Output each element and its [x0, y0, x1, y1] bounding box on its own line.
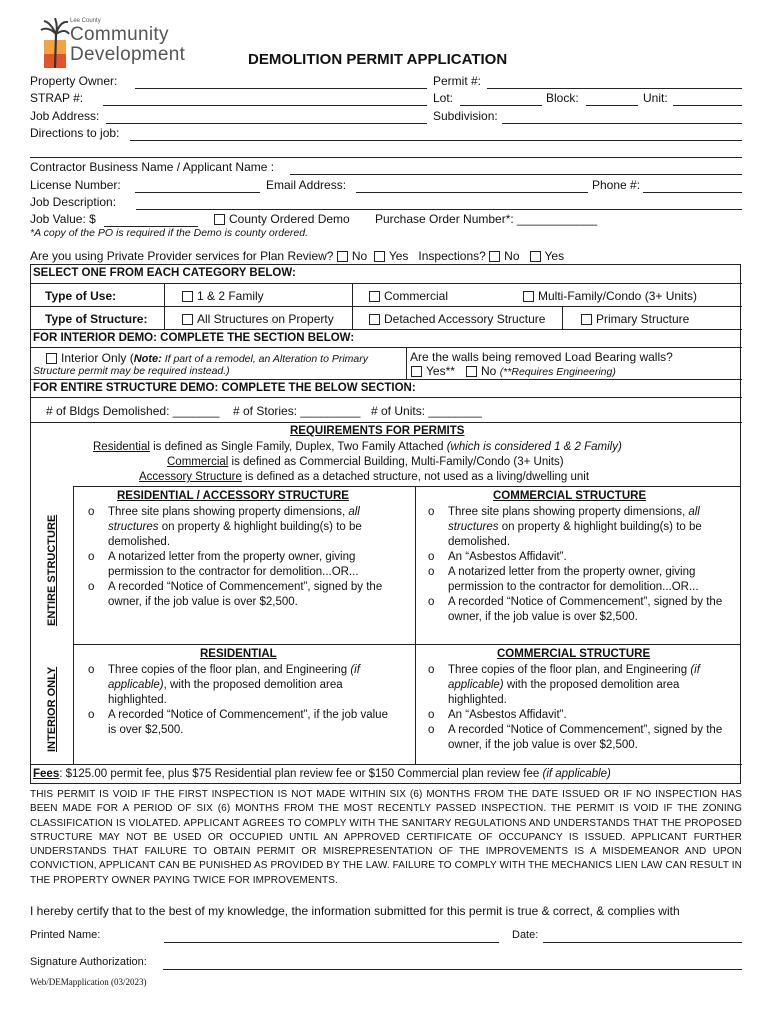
bullet: o: [88, 581, 95, 593]
divider: [30, 306, 742, 307]
list-item: [88, 580, 410, 610]
job-description-label: Job Description:: [30, 195, 117, 209]
option-label: All Structures on Property: [197, 312, 334, 326]
bullet: o: [428, 551, 435, 563]
engineering-note: (**Requires Engineering): [499, 366, 616, 378]
commercial-structure-heading: COMMERCIAL STRUCTURE: [493, 490, 647, 502]
logo: [38, 14, 188, 74]
page-title: DEMOLITION PERMIT APPLICATION: [248, 51, 508, 68]
checkbox-icon: [523, 291, 534, 302]
yes-label: Yes**: [426, 364, 455, 378]
private-provider-question: Are you using Private Provider services for Plan Review?: [30, 249, 334, 263]
contractor-label: Contractor Business Name / Applicant Name :: [30, 160, 275, 174]
item-text: Three copies of the floor plan, and Engineering: [448, 664, 691, 676]
printed-name-field[interactable]: [164, 942, 499, 943]
term: Commercial: [167, 456, 229, 468]
checkbox-icon: [489, 251, 500, 262]
commercial-definition: [167, 455, 564, 470]
fees-note: (if applicable): [542, 768, 611, 780]
residential-heading: RESIDENTIAL: [200, 648, 277, 660]
note-text: If part of a remodel, an Alteration to Primary: [161, 353, 368, 365]
item-text: A recorded “Notice of Commencement”, signed by the owner, if the job value is over $2,500.: [108, 581, 383, 609]
unit-field[interactable]: [673, 105, 742, 106]
list-item: [428, 723, 734, 753]
interior-only-side-label: INTERIOR ONLY: [46, 666, 58, 752]
bullet: o: [88, 709, 95, 721]
divider: [30, 764, 742, 765]
divider: [352, 283, 353, 306]
subdivision-label: Subdivision:: [433, 109, 498, 123]
option-label: Primary Structure: [596, 312, 690, 326]
item-text: , with the proposed demolition area highlighted.: [108, 679, 343, 707]
block-field[interactable]: [586, 105, 638, 106]
job-value-label: Job Value: $: [30, 212, 96, 226]
unit-label: Unit:: [643, 91, 668, 105]
entire-structure-side-label: ENTIRE STRUCTURE: [46, 514, 58, 626]
load-bearing-no-checkbox[interactable]: [466, 364, 616, 378]
county-ordered-checkbox[interactable]: [214, 212, 350, 226]
interior-only-label: Interior Only (: [61, 351, 134, 365]
divider: [73, 644, 741, 645]
divider: [73, 486, 741, 487]
job-address-label: Job Address:: [30, 109, 100, 123]
checkbox-icon: [337, 251, 348, 262]
lot-field[interactable]: [460, 105, 542, 106]
signature-field[interactable]: [163, 969, 742, 970]
email-label: Email Address:: [266, 178, 347, 192]
logo-small-text: Lee County: [70, 18, 101, 24]
units-field[interactable]: # of Units: ________: [371, 404, 482, 418]
structure-all-checkbox[interactable]: [182, 312, 334, 326]
plan-review-no-checkbox[interactable]: [337, 249, 367, 263]
contractor-field[interactable]: [290, 174, 742, 175]
plan-review-yes-checkbox[interactable]: [374, 249, 409, 263]
checkbox-icon: [214, 214, 225, 225]
list-item: [88, 550, 410, 580]
interior-heading: FOR INTERIOR DEMO: COMPLETE THE SECTION BELOW:: [33, 332, 355, 344]
job-address-field[interactable]: [106, 123, 427, 124]
list-item: [428, 550, 736, 565]
use-1-2-family-checkbox[interactable]: [182, 289, 264, 303]
load-bearing-question: Are the walls being removed Load Bearing walls?: [410, 350, 673, 364]
strap-label: STRAP #:: [30, 91, 84, 105]
bullet: o: [428, 664, 435, 676]
divider: [352, 306, 353, 329]
list-item: [428, 708, 734, 723]
footer-code: Web/DEMapplication (03/2023): [30, 977, 147, 987]
yes-label: Yes: [388, 249, 409, 263]
load-bearing-yes-checkbox[interactable]: [411, 364, 455, 378]
checkbox-icon: [369, 291, 380, 302]
definition-note: (which is considered 1 & 2 Family): [446, 441, 622, 453]
residential-definition: [93, 440, 622, 455]
requirements-heading: REQUIREMENTS FOR PERMITS: [290, 425, 465, 437]
interior-note-line2: Structure permit may be required instead.): [33, 365, 230, 377]
divider: [406, 347, 407, 379]
divider: [73, 486, 74, 764]
date-label: Date:: [512, 929, 539, 941]
bullet: o: [428, 709, 435, 721]
certify-text: I hereby certify that to the best of my knowledge, the information submitted for this permit is true & correct, & complies with: [30, 904, 680, 918]
option-label: Detached Accessory Structure: [384, 312, 546, 326]
divider: [562, 306, 563, 329]
type-of-use-label: Type of Use:: [45, 289, 117, 303]
signature-label: Signature Authorization:: [30, 956, 147, 968]
license-field[interactable]: [135, 192, 260, 193]
list-item: [428, 595, 736, 625]
bullet: o: [88, 506, 95, 518]
permit-field[interactable]: [487, 88, 742, 89]
item-text: A recorded “Notice of Commencement”, signed by the owner, if the job value is over $2,500.: [448, 724, 723, 752]
phone-label: Phone #:: [592, 178, 641, 192]
item-emphasis: all structures: [108, 506, 360, 534]
license-label: License Number:: [30, 178, 121, 192]
divider: [30, 422, 742, 423]
divider: [30, 283, 742, 284]
bullet: o: [88, 664, 95, 676]
list-item: [428, 663, 734, 709]
item-text: with the proposed demolition area highlighted.: [448, 679, 680, 707]
fees-label: Fees: [33, 768, 60, 780]
use-commercial-checkbox[interactable]: [369, 289, 448, 303]
divider: [30, 329, 742, 330]
checkbox-icon: [581, 314, 592, 325]
item-text: An “Asbestos Affidavit”.: [448, 551, 567, 563]
inspections-no-checkbox[interactable]: [489, 249, 519, 263]
divider: [30, 379, 742, 380]
divider: [30, 347, 742, 348]
directions-label: Directions to job:: [30, 126, 120, 140]
bullet: o: [428, 566, 435, 578]
accessory-definition: [139, 470, 589, 485]
definition: is defined as Single Family, Duplex, Two Family Attached: [149, 441, 447, 453]
lot-label: Lot:: [433, 91, 454, 105]
private-provider-row: [30, 249, 564, 263]
legal-text: THIS PERMIT IS VOID IF THE FIRST INSPECTION IS NOT MADE WITHIN SIX (6) MONTHS FROM THE DATE ISSUED OR IF NO INSPECTION HAS BEEN MADE FOR A PERIOD OF SIX (6) MONTHS FROM THE MOST RECENTLY PASSED INSPECTION. THE PERMIT IS VOID IF THE ZONING CLASSIFICATION IS VIOLATED. APPLICANT AGREES TO COMPLY WITH THE SANITARY REGULATIONS AND UNDERSTANDS THAT THE PROPOSED STRUCTURE MAY NOT BE USED OR OCCUPIED UNTIL AN APPROVED CERTIFICATE OF OCCUPANCY IS ISSUED. APPLICANT FURTHER UNDERSTANDS THAT FAILURE TO OBTAIN PERMIT OR MISREPRESENTATION OF THE IMPROVEMENTS IS A MISDEMEANOR AND UPON CONVICTION, APPLICANT CAN BE PUNISHED AS PROVIDED BY THE LAW. FAILURE TO COMPLY WITH THE MECHANICS LIEN LAW CAN RESULT IN THE PROPERTY OWNER PAYING TWICE FOR IMPROVEMENTS.: [30, 789, 742, 886]
bullet: o: [428, 724, 435, 736]
po-note: *A copy of the PO is required if the Demo is county ordered.: [30, 227, 308, 239]
item-emphasis: (if applicable): [108, 664, 360, 692]
option-label: Multi-Family/Condo (3+ Units): [538, 289, 698, 303]
job-description-field[interactable]: [136, 209, 742, 210]
item-text: Three site plans showing property dimensions,: [448, 506, 689, 518]
logo-line2: Development: [70, 44, 186, 65]
inspections-label: Inspections?: [418, 249, 486, 263]
list-item: [88, 708, 396, 738]
definition: is defined as a detached structure, not used as a living/dwelling unit: [241, 471, 590, 483]
type-of-structure-label: Type of Structure:: [45, 312, 148, 326]
checkbox-icon: [411, 366, 422, 377]
checkbox-icon: [182, 314, 193, 325]
checkbox-icon: [530, 251, 541, 262]
interior-only-checkbox[interactable]: [46, 351, 368, 365]
property-owner-label: Property Owner:: [30, 74, 118, 88]
item-text: A notarized letter from the property owner, giving permission to the contractor for demolition...OR...: [448, 566, 699, 594]
fees-line: [33, 768, 611, 780]
bullet: o: [428, 506, 435, 518]
divider: [30, 397, 742, 398]
po-number-label: Purchase Order Number*: ____________: [375, 212, 598, 226]
yes-label: Yes: [544, 249, 565, 263]
directions-field[interactable]: [130, 140, 742, 141]
use-multifamily-checkbox[interactable]: [523, 289, 697, 303]
entire-heading: FOR ENTIRE STRUCTURE DEMO: COMPLETE THE BELOW SECTION:: [33, 382, 416, 394]
item-text: An “Asbestos Affidavit”.: [448, 709, 567, 721]
list-item: [88, 505, 410, 551]
residential-accessory-heading: RESIDENTIAL / ACCESSORY STRUCTURE: [117, 490, 349, 502]
note-label: Note:: [133, 353, 162, 365]
item-emphasis: (if applicable): [448, 664, 700, 692]
item-text: Three copies of the floor plan, and Engineering: [108, 664, 351, 676]
fees-text: : $125.00 permit fee, plus $75 Residential plan review fee or $150 Commercial plan review fee: [59, 768, 543, 780]
divider: [415, 486, 416, 764]
inspections-yes-checkbox[interactable]: [530, 249, 565, 263]
bullet: o: [88, 551, 95, 563]
logo-line1: Community: [70, 24, 169, 45]
item-text: on property & highlight building(s) to be demolished.: [448, 521, 702, 549]
stories-field[interactable]: # of Stories: _________: [233, 404, 361, 418]
county-ordered-label: County Ordered Demo: [229, 212, 350, 226]
definition: is defined as Commercial Building, Multi-Family/Condo (3+ Units): [228, 456, 564, 468]
item-text: A notarized letter from the property owner, giving permission to the contractor for demolition...OR...: [108, 551, 359, 579]
subdivision-field[interactable]: [502, 123, 742, 124]
printed-name-label: Printed Name:: [30, 929, 101, 941]
list-item: [428, 565, 736, 595]
strap-field[interactable]: [103, 105, 427, 106]
bldgs-demolished-field[interactable]: # of Bldgs Demolished: _______: [46, 404, 220, 418]
item-emphasis: all structures: [448, 506, 700, 534]
item-text: on property & highlight building(s) to be demolished.: [108, 521, 362, 549]
term: Residential: [93, 441, 150, 453]
checkbox-icon: [369, 314, 380, 325]
no-label: No: [481, 364, 497, 378]
categories-heading: SELECT ONE FROM EACH CATEGORY BELOW:: [33, 267, 296, 279]
no-label: No: [351, 249, 368, 263]
commercial-heading: COMMERCIAL STRUCTURE: [497, 648, 651, 660]
checkbox-icon: [46, 353, 57, 364]
property-owner-field[interactable]: [135, 88, 427, 89]
permit-label: Permit #:: [433, 74, 482, 88]
list-item: [428, 505, 736, 551]
structure-primary-checkbox[interactable]: [581, 312, 689, 326]
option-label: 1 & 2 Family: [197, 289, 264, 303]
option-label: Commercial: [384, 289, 449, 303]
directions-field-2[interactable]: [30, 157, 742, 158]
block-label: Block:: [546, 91, 579, 105]
structure-detached-checkbox[interactable]: [369, 312, 545, 326]
item-text: A recorded “Notice of Commencement”, signed by the owner, if the job value is over $2,500.: [448, 596, 723, 624]
item-text: A recorded “Notice of Commencement”, if the job value is over $2,500.: [108, 709, 388, 737]
bullet: o: [428, 596, 435, 608]
date-field[interactable]: [543, 942, 742, 943]
item-text: Three site plans showing property dimensions,: [108, 506, 349, 518]
phone-field[interactable]: [643, 192, 742, 193]
email-field[interactable]: [356, 192, 588, 193]
checkbox-icon: [182, 291, 193, 302]
no-label: No: [504, 249, 520, 263]
checkbox-icon: [466, 366, 477, 377]
palm-tree-icon: [40, 18, 70, 70]
list-item: [88, 663, 396, 709]
term: Accessory Structure: [139, 471, 242, 483]
checkbox-icon: [374, 251, 385, 262]
